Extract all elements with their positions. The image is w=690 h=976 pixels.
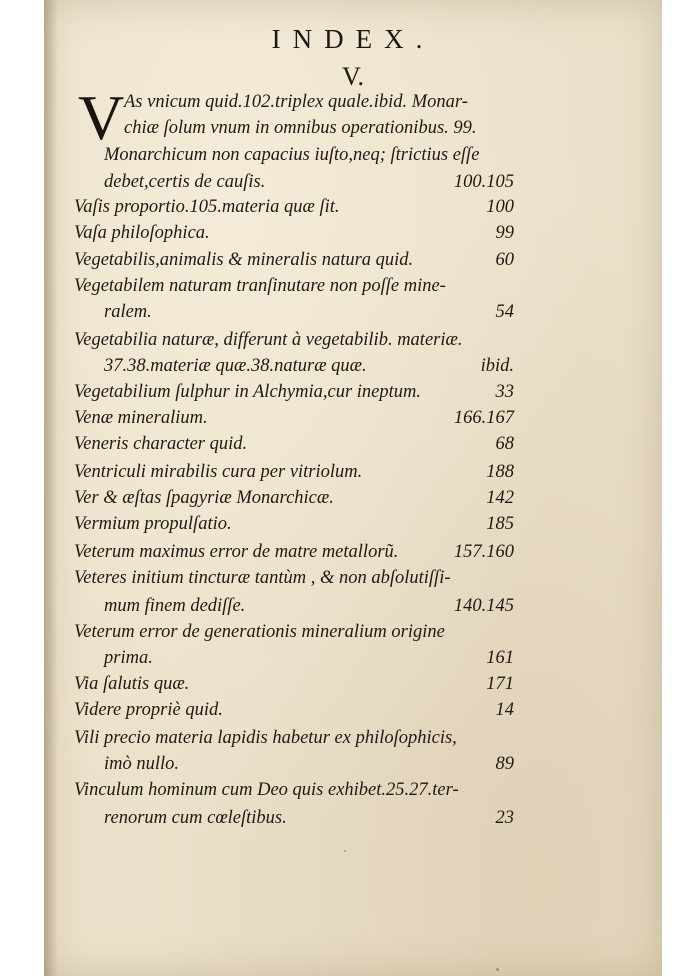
index-entry-text: Videre propriè quid. bbox=[74, 700, 223, 720]
index-entry-page: 157.160 bbox=[453, 542, 514, 562]
index-entry-text: Ventriculi mirabilis cura per vitriolum. bbox=[74, 462, 363, 482]
index-entry-page: 142 bbox=[486, 488, 514, 508]
index-entries bbox=[44, 0, 662, 976]
index-entry-text: Vermium propulſatio. bbox=[74, 514, 232, 534]
index-entry-text: Veteres initium tincturæ tantùm , & non abſolutiſſi- bbox=[74, 568, 451, 588]
index-entry-page: 100 bbox=[486, 197, 514, 217]
page-header: INDEX. bbox=[271, 24, 435, 54]
index-entry-text: Veterum error de generationis mineralium origine bbox=[74, 622, 445, 642]
index-entry-text: Via ſalutis quæ. bbox=[74, 674, 190, 694]
index-entry-page: 89 bbox=[495, 754, 514, 774]
index-entry-page: 60 bbox=[495, 250, 514, 270]
index-entry-page: 33 bbox=[495, 382, 514, 402]
paper-speck bbox=[496, 968, 499, 971]
index-entry-page: 68 bbox=[495, 434, 514, 454]
index-entry-text: Veterum maximus error de matre metallorũ. bbox=[74, 542, 399, 562]
paper-speck bbox=[344, 850, 346, 852]
index-entry-page: 54 bbox=[495, 302, 514, 322]
index-entry-continuation: imò nullo. bbox=[104, 754, 180, 774]
index-entry-text: Vili precio materia lapidis habetur ex philoſophicis, bbox=[74, 728, 457, 748]
index-entry-page: 188 bbox=[486, 462, 514, 482]
index-entry-page: 14 bbox=[495, 700, 514, 720]
index-entry-page: 166.167 bbox=[453, 408, 514, 428]
index-entry-continuation: renorum cum cœleſtibus. bbox=[104, 808, 287, 828]
index-entry-page: 171 bbox=[486, 674, 514, 694]
index-entry-continuation: debet,certis de cauſis. bbox=[104, 172, 266, 192]
index-entry-continuation: ralem. bbox=[104, 302, 152, 322]
index-entry-text: Venæ mineralium. bbox=[74, 408, 208, 428]
index-entry-continuation: chiæ ſolum vnum in omnibus operationibus. 99. bbox=[124, 118, 477, 138]
index-entry-text: As vnicum quid.102.triplex quale.ibid. Monar- bbox=[124, 92, 468, 112]
book-page bbox=[44, 0, 662, 976]
index-entry-continuation: prima. bbox=[104, 648, 153, 668]
index-entry-text: Vegetabilem naturam tranſinutare non poſſe mine- bbox=[74, 276, 446, 296]
index-entry-text: Vegetabilium ſulphur in Alchymia,cur ineptum. bbox=[74, 382, 422, 402]
index-entry-text: Vegetabilia naturæ, differunt à vegetabilib. materiæ. bbox=[74, 330, 463, 350]
index-entry-page: ibid. bbox=[480, 356, 514, 376]
index-entry-page: 185 bbox=[486, 514, 514, 534]
index-entry-continuation: mum finem dediſſe. bbox=[104, 596, 246, 616]
index-entry-text: Vinculum hominum cum Deo quis exhibet.25.27.ter- bbox=[74, 780, 459, 800]
index-entry-page: 140.145 bbox=[453, 596, 514, 616]
index-entry-continuation: Monarchicum non capacius iuſto,neq; ſtrictius eſſe bbox=[104, 145, 480, 165]
index-entry-page: 100.105 bbox=[453, 172, 514, 192]
index-entry-page: 99 bbox=[495, 223, 514, 243]
index-entry-continuation: 37.38.materiæ quæ.38.naturæ quæ. bbox=[104, 356, 367, 376]
index-entry-text: Vegetabilis,animalis & mineralis natura quid. bbox=[74, 250, 414, 270]
index-entry-page: 23 bbox=[495, 808, 514, 828]
index-entry-text: Ver & æſtas ſpagyriæ Monarchicæ. bbox=[74, 488, 334, 508]
index-entry-text: Veneris character quid. bbox=[74, 434, 248, 454]
drop-cap: V bbox=[78, 82, 125, 153]
index-entry-text: Vaſis proportio.105.materia quæ ſit. bbox=[74, 197, 340, 217]
section-letter: V. bbox=[342, 62, 364, 91]
index-entry-page: 161 bbox=[486, 648, 514, 668]
index-entry-text: Vaſa philoſophica. bbox=[74, 223, 210, 243]
